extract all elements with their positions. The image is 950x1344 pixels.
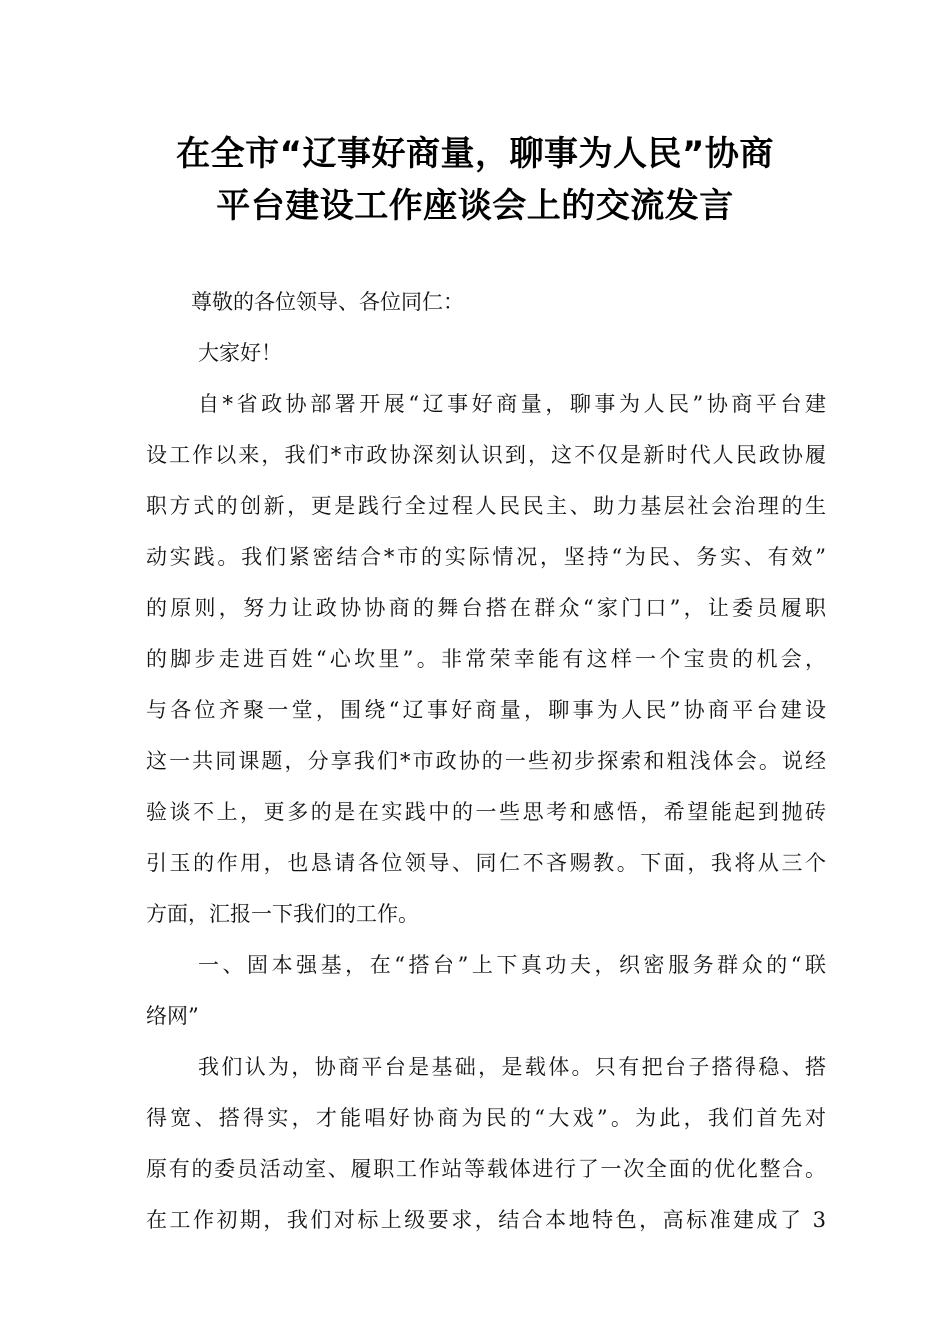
salutation: 尊敬的各位领导、各位同仁： — [191, 290, 464, 314]
paragraph-1-line: 设工作以来，我们*市政协深刻认识到，这不仅是新时代人民政协履 — [146, 443, 826, 467]
document-title-line-2: 平台建设工作座谈会上的交流发言 — [216, 186, 734, 226]
greeting: 大家好！ — [198, 341, 282, 365]
paragraph-2-line: 我们认为，协商平台是基础，是载体。只有把台子搭得稳、搭 — [198, 1055, 826, 1079]
paragraph-1 — [146, 379, 826, 940]
paragraph-1-line: 与各位齐聚一堂，围绕“辽事好商量，聊事为人民”协商平台建设 — [146, 698, 826, 722]
section-heading-1 — [146, 940, 826, 1042]
paragraph-2 — [146, 1042, 826, 1246]
paragraph-2-line: 原有的委员活动室、履职工作站等载体进行了一次全面的优化整合。 — [146, 1157, 826, 1181]
paragraph-1-line: 的脚步走进百姓“心坎里”。非常荣幸能有这样一个宝贵的机会， — [146, 647, 826, 671]
paragraph-1-line: 的原则，努力让政协协商的舞台搭在群众“家门口”，让委员履职 — [146, 596, 826, 620]
paragraph-1-line: 引玉的作用，也恳请各位领导、同仁不吝赐教。下面，我将从三个 — [146, 851, 826, 875]
paragraph-1-line: 自*省政协部署开展“辽事好商量，聊事为人民”协商平台建 — [198, 392, 826, 416]
paragraph-2-line: 得宽、搭得实，才能唱好协商为民的“大戏”。为此，我们首先对 — [146, 1106, 826, 1130]
section-heading-line: 络网” — [146, 1004, 199, 1028]
document-body — [146, 277, 826, 1246]
paragraph-1-line: 动实践。我们紧密结合*市的实际情况，坚持“为民、务实、有效” — [146, 545, 826, 569]
paragraph-1-line: 职方式的创新，更是践行全过程人民民主、助力基层社会治理的生 — [146, 494, 826, 518]
paragraph-1-line: 验谈不上，更多的是在实践中的一些思考和感悟，希望能起到抛砖 — [146, 800, 826, 824]
paragraph-1-line: 方面，汇报一下我们的工作。 — [146, 902, 419, 926]
paragraph-2-line: 在工作初期，我们对标上级要求，结合本地特色，高标准建成了 3 — [146, 1208, 826, 1232]
section-heading-line: 一、固本强基，在“搭台”上下真功夫，织密服务群众的“联 — [198, 953, 826, 977]
paragraph-1-line: 这一共同课题，分享我们*市政协的一些初步探索和粗浅体会。说经 — [146, 749, 826, 773]
document-title-line-1: 在全市“辽事好商量，聊事为人民”协商 — [176, 134, 774, 174]
